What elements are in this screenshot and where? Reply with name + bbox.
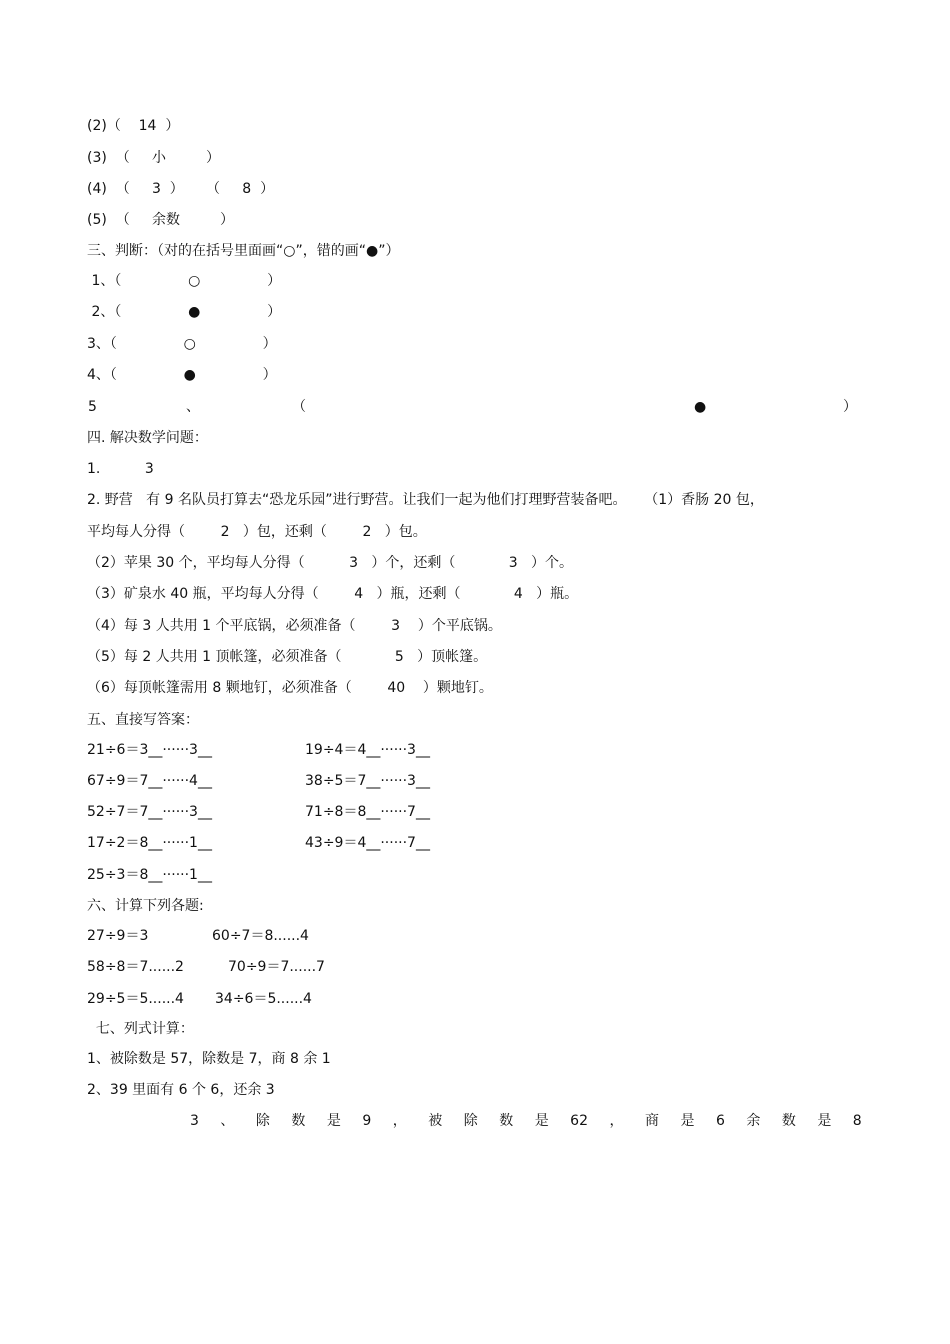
item3-token: 除 [463, 1113, 478, 1129]
problem-2-line-2: 平均每人分得（ 2 ）包，还剩（ 2 ）包。 [87, 524, 427, 540]
calc-1-right: 60÷7＝8......4 [212, 928, 309, 944]
item3-token: 余 [746, 1113, 761, 1129]
problem-1: 1. 3 [87, 461, 154, 477]
judge-item-5-open-bracket: （ [292, 399, 306, 415]
item3-token: 6 [715, 1113, 725, 1129]
section-4-heading: 四. 解决数学问题： [87, 430, 208, 446]
item3-token: 3 [190, 1113, 199, 1129]
expression-item-3 [190, 1111, 862, 1131]
item3-token: 是 [817, 1113, 832, 1129]
item3-token: 被 [428, 1113, 443, 1129]
judge-item-4: 4、（ ● ） [87, 367, 277, 383]
problem-2-sub-5: （5）每 2 人共用 1 顶帐篷，必须准备（ 5 ）顶帐篷。 [87, 649, 488, 665]
judge-item-5-number: 5 [88, 399, 97, 415]
item3-token: 数 [499, 1113, 514, 1129]
division-left-1: 21÷6＝3__······3__ [87, 742, 212, 758]
division-left-4: 17÷2＝8__······1__ [87, 835, 212, 851]
expression-item-1: 1、被除数是 57，除数是 7，商 8 余 1 [87, 1051, 331, 1067]
problem-2-sub-4: （4）每 3 人共用 1 个平底锅，必须准备（ 3 ）个平底锅。 [87, 618, 502, 634]
judge-item-5-mark: ● [694, 399, 707, 415]
item3-token: 商 [644, 1113, 659, 1129]
item3-token: 9 [362, 1113, 372, 1129]
section-3-heading: 三、判断：（对的在括号里面画“○”，错的画“●”） [87, 243, 400, 259]
answer-line-5: (5) （ 余数 ） [87, 212, 235, 228]
calc-2-right: 70÷9＝7......7 [228, 959, 325, 975]
item3-token: 数 [781, 1113, 796, 1129]
judge-item-3: 3、（ ○ ） [87, 336, 277, 352]
section-6-heading: 六、计算下列各题: [87, 898, 204, 914]
problem-2-sub-3: （3）矿泉水 40 瓶，平均每人分得（ 4 ）瓶，还剩（ 4 ）瓶。 [87, 586, 579, 602]
judge-item-2: 2、（ ● ） [87, 304, 282, 320]
item3-token: 是 [326, 1113, 341, 1129]
answer-line-2: (2)（ 14 ） [87, 118, 180, 134]
calc-2-left: 58÷8＝7......2 [87, 959, 184, 975]
item3-token: ， [609, 1113, 624, 1129]
item3-token: 、 [220, 1113, 235, 1129]
division-right-3: 71÷8＝8__······7__ [305, 804, 430, 820]
problem-2-sub-2: （2）苹果 30 个，平均每人分得（ 3 ）个，还剩（ 3 ）个。 [87, 555, 574, 571]
division-right-1: 19÷4＝4__······3__ [305, 742, 430, 758]
answer-line-3: (3) （ 小 ） [87, 150, 221, 166]
division-left-3: 52÷7＝7__······3__ [87, 804, 212, 820]
division-right-4: 43÷9＝4__······7__ [305, 835, 430, 851]
judge-item-5-close-bracket: ） [843, 399, 857, 415]
item3-token: 是 [680, 1113, 695, 1129]
item3-token: 是 [534, 1113, 549, 1129]
judge-item-1: 1、（ ○ ） [87, 273, 282, 289]
calc-1-left: 27÷9＝3 [87, 928, 149, 944]
item3-token: 62 [570, 1113, 588, 1129]
judge-item-5-separator: 、 [186, 399, 200, 415]
problem-2-line-1: 2. 野营 有 9 名队员打算去“恐龙乐园”进行野营。让我们一起为他们打理野营装备吧。 （1）香肠 20 包， [87, 492, 764, 508]
problem-2-sub-6: （6）每顶帐篷需用 8 颗地钉，必须准备（ 40 ）颗地钉。 [87, 680, 493, 696]
division-left-2: 67÷9＝7__······4__ [87, 773, 212, 789]
item3-token: 数 [291, 1113, 306, 1129]
item3-token: 8 [852, 1113, 862, 1129]
calc-3-right: 34÷6＝5......4 [215, 991, 312, 1007]
item3-token: ， [392, 1113, 407, 1129]
division-right-2: 38÷5＝7__······3__ [305, 773, 430, 789]
section-7-heading: 七、列式计算： [87, 1021, 194, 1037]
calc-3-left: 29÷5＝5......4 [87, 991, 184, 1007]
expression-item-2: 2、39 里面有 6 个 6，还余 3 [87, 1082, 275, 1098]
division-left-5: 25÷3＝8__······1__ [87, 867, 212, 883]
item3-token: 除 [255, 1113, 270, 1129]
answer-line-4: (4) （ 3 ） （ 8 ） [87, 181, 275, 197]
section-5-heading: 五、直接写答案： [87, 712, 199, 728]
